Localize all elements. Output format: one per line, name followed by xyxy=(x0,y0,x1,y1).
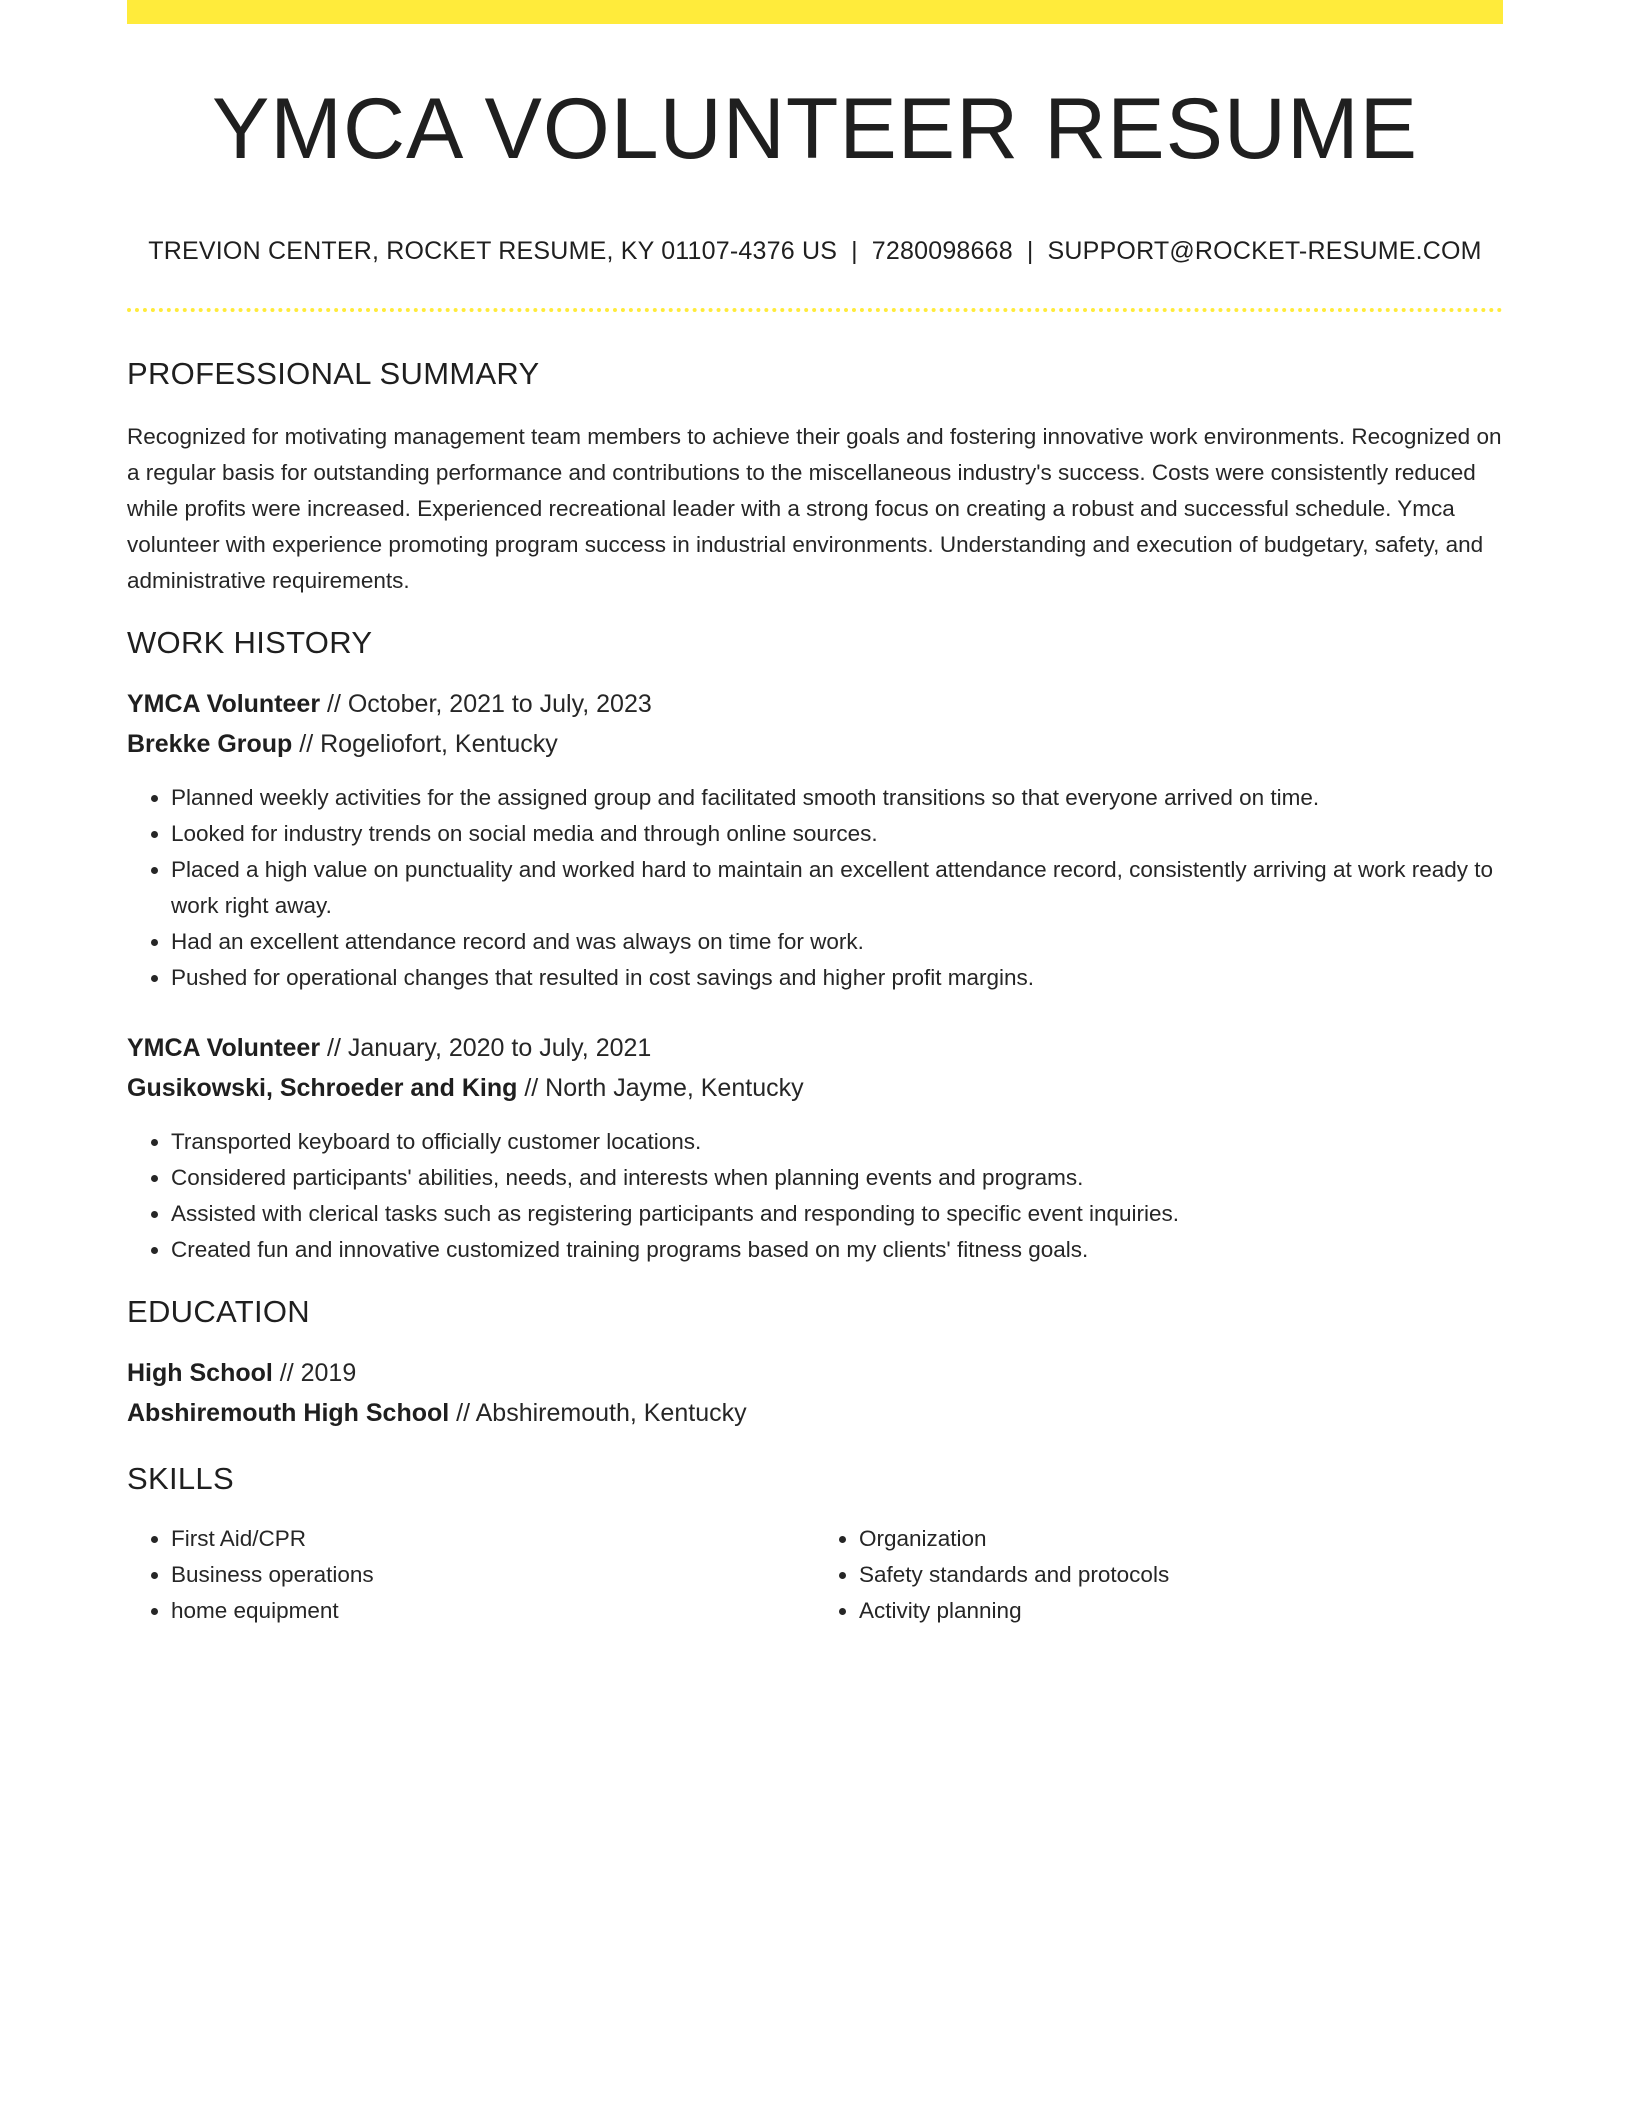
contact-separator: | xyxy=(851,236,858,265)
skill-item: • Safety standards and protocols xyxy=(859,1557,1503,1593)
education-entry xyxy=(127,1353,1503,1433)
skills-column-right xyxy=(815,1521,1503,1629)
education-heading: EDUCATION xyxy=(127,1293,310,1329)
job-company-line xyxy=(127,724,1503,764)
education-degree-line xyxy=(127,1353,1503,1393)
job-bullets xyxy=(127,1124,1503,1268)
list-item: • Placed a high value on punctuality and worked hard to maintain an excellent attendance record, consistently arriving at work ready to work right away. xyxy=(171,852,1503,924)
contact-line xyxy=(127,237,1503,266)
list-item: • Considered participants' abilities, needs, and interests when planning events and programs. xyxy=(171,1160,1503,1196)
list-item: • Looked for industry trends on social media and through online sources. xyxy=(171,816,1503,852)
job-location: // Rogeliofort, Kentucky xyxy=(292,729,558,758)
list-item: • Transported keyboard to officially customer locations. xyxy=(171,1124,1503,1160)
job-title-line xyxy=(127,684,1503,724)
job-company: Gusikowski, Schroeder and King xyxy=(127,1073,518,1102)
education-location: // Abshiremouth, Kentucky xyxy=(449,1398,747,1427)
skill-item: • home equipment xyxy=(171,1593,815,1629)
skills-list xyxy=(127,1521,1503,1629)
job-entry xyxy=(127,684,1503,996)
list-item: • Had an excellent attendance record and was always on time for work. xyxy=(171,924,1503,960)
top-accent-bar xyxy=(127,0,1503,24)
job-company-line xyxy=(127,1068,1503,1108)
skill-item: • Business operations xyxy=(171,1557,815,1593)
job-bullets xyxy=(127,780,1503,996)
education-degree: High School xyxy=(127,1358,273,1387)
list-item: • Planned weekly activities for the assigned group and facilitated smooth transitions so that everyone arrived on time. xyxy=(171,780,1503,816)
job-entry xyxy=(127,1028,1503,1268)
job-dates: // January, 2020 to July, 2021 xyxy=(320,1033,652,1062)
job-location: // North Jayme, Kentucky xyxy=(517,1073,804,1102)
list-item: • Created fun and innovative customized training programs based on my clients' fitness goals. xyxy=(171,1232,1503,1268)
skill-item: • Activity planning xyxy=(859,1593,1503,1629)
skills-heading: SKILLS xyxy=(127,1460,234,1496)
education-year: // 2019 xyxy=(272,1358,357,1387)
education-school: Abshiremouth High School xyxy=(127,1398,450,1427)
contact-address: TREVION CENTER, ROCKET RESUME, KY 01107-4376 US xyxy=(148,236,838,265)
resume-page xyxy=(127,0,1503,1629)
job-dates: // October, 2021 to July, 2023 xyxy=(320,689,652,718)
job-title: YMCA Volunteer xyxy=(127,689,321,718)
job-title-line xyxy=(127,1028,1503,1068)
summary-heading: PROFESSIONAL SUMMARY xyxy=(127,355,540,391)
job-title: YMCA Volunteer xyxy=(127,1033,321,1062)
list-item: • Assisted with clerical tasks such as registering participants and responding to specific event inquiries. xyxy=(171,1196,1503,1232)
contact-email: SUPPORT@ROCKET-RESUME.COM xyxy=(1047,236,1482,265)
list-item: • Pushed for operational changes that resulted in cost savings and higher profit margins. xyxy=(171,960,1503,996)
summary-text: Recognized for motivating management team members to achieve their goals and fostering innovative work environments. Recognized on a regular basis for outstanding performance and contributions to the miscellaneous industry's success. Costs were consistently reduced while profits were increased. Experienced recreational leader with a strong focus on creating a robust and successful schedule. Ymca volunteer with experience promoting program success in industrial environments. Understanding and execution of budgetary, safety, and administrative requirements. xyxy=(127,423,1502,593)
dotted-divider xyxy=(127,308,1503,312)
skill-item: • Organization xyxy=(859,1521,1503,1557)
contact-phone: 7280098668 xyxy=(871,236,1013,265)
skills-column-left xyxy=(127,1521,815,1629)
education-school-line xyxy=(127,1393,1503,1433)
skill-item: • First Aid/CPR xyxy=(171,1521,815,1557)
resume-title: YMCA VOLUNTEER RESUME xyxy=(211,81,1419,177)
work-history-heading: WORK HISTORY xyxy=(127,624,373,660)
job-company: Brekke Group xyxy=(127,729,293,758)
contact-separator: | xyxy=(1026,236,1034,265)
